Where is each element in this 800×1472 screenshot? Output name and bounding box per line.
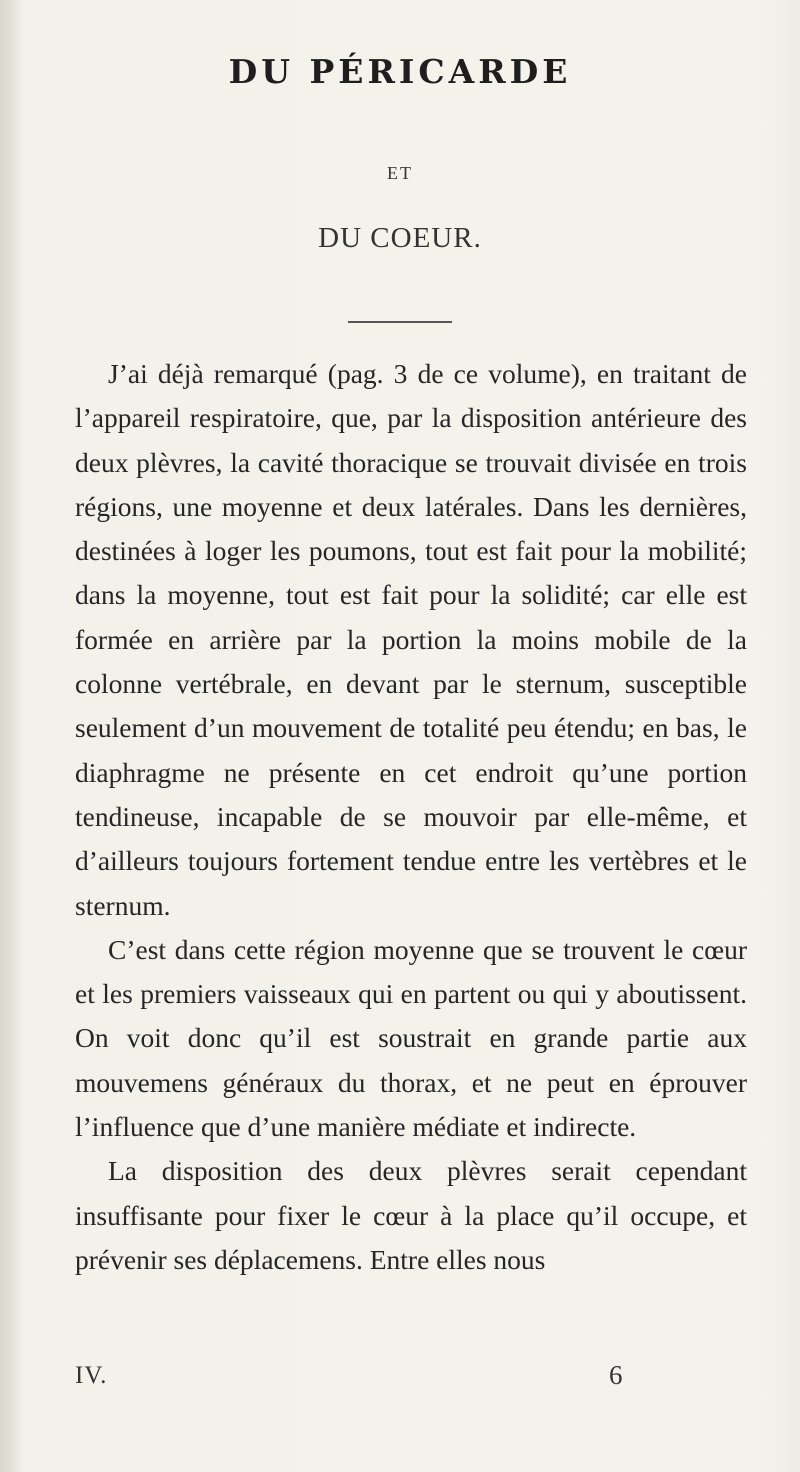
chapter-title-line2: DU COEUR. xyxy=(318,222,482,254)
chapter-title-line1: DU PÉRICARDE xyxy=(228,52,572,91)
title-divider xyxy=(348,321,452,323)
page-number: 6 xyxy=(609,1360,623,1390)
binding-shadow xyxy=(0,0,22,1472)
paragraph-3: La disposition des deux plèvres serait cependant insuffisante pour fixer le cœur à la place qu’il occupe, et prévenir ses déplacemens. Entre elles nous xyxy=(75,1155,747,1275)
body-text xyxy=(75,352,747,1282)
paragraph-1: J’ai déjà remarqué (pag. 3 de ce volume), en traitant de l’appareil respiratoire, que, par la disposition antérieure des deux plèvres, la cavité thoracique se trouvait divisée en trois régions, une moyenne et deux latérales. Dans les dernières, destinées à loger les poumons, tout est fait pour la mobilité; dans la moyenne, tout est fait pour la solidité; car elle est formée en arrière par la portion la moins mobile de la colonne vertébrale, en devant par le sternum, susceptible seulement d’un mouvement de totalité peu étendu; en bas, le diaphragme ne présente en cet endroit qu’une portion tendineuse, incapable de se mouvoir par elle-même, et d’ailleurs toujours fortement tendue entre les vertèbres et le sternum. xyxy=(75,358,747,921)
paragraph-2: C’est dans cette région moyenne que se trouvent le cœur et les premiers vaisseaux qui en partent ou qui y aboutissent. On voit donc qu’il est soustrait en grande partie aux mouvemens généraux du thorax, et ne peut en éprouver l’influence que d’une manière médiate et indirecte. xyxy=(75,933,747,1143)
chapter-title-conjunction: ET xyxy=(387,163,413,183)
signature-mark: IV. xyxy=(75,1362,108,1389)
